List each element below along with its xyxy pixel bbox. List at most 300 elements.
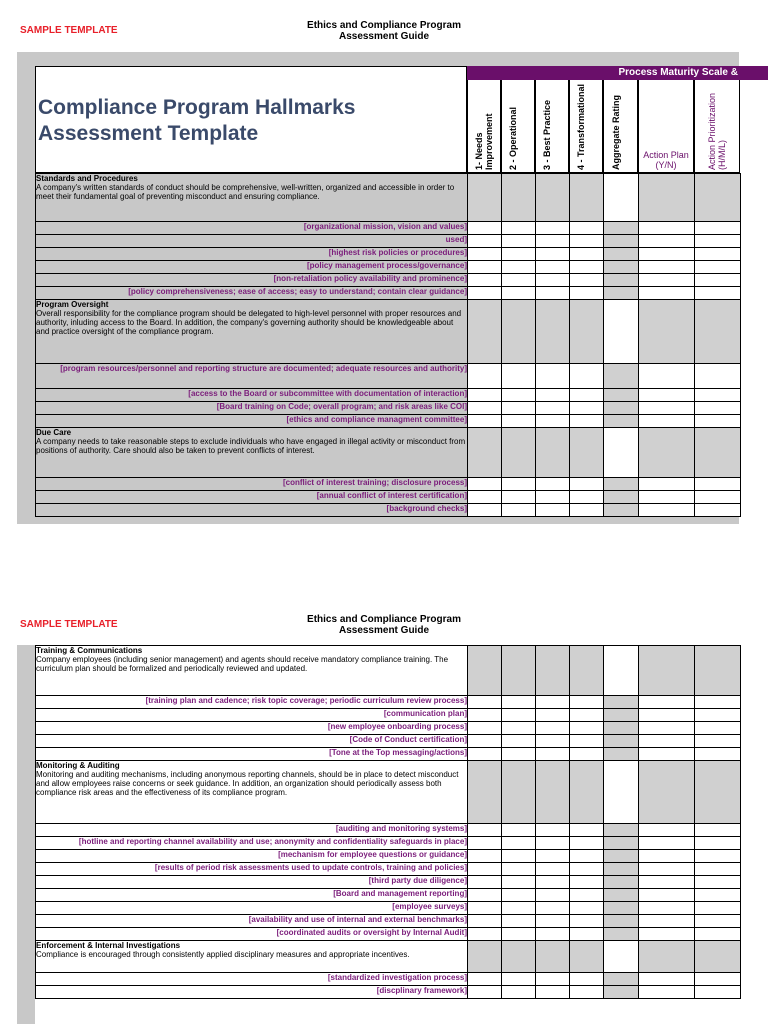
rating-cell[interactable]: [570, 248, 604, 261]
rating-cell[interactable]: [570, 902, 604, 915]
rating-cell[interactable]: [639, 222, 695, 235]
rating-cell[interactable]: [604, 287, 639, 300]
rating-cell[interactable]: [468, 915, 502, 928]
rating-cell[interactable]: [639, 235, 695, 248]
rating-cell[interactable]: [604, 748, 639, 761]
rating-cell[interactable]: [695, 389, 741, 402]
criteria-item: [discplinary framework]: [36, 986, 468, 999]
rating-cell[interactable]: [604, 261, 639, 274]
rating-cell[interactable]: [468, 274, 502, 287]
criteria-item: [policy management process/governance]: [36, 261, 468, 274]
rating-cell[interactable]: [639, 837, 695, 850]
rating-cell[interactable]: [695, 222, 741, 235]
rating-cell[interactable]: [604, 850, 639, 863]
rating-cell[interactable]: [639, 274, 695, 287]
rating-cell[interactable]: [695, 915, 741, 928]
criteria-item: [Code of Conduct certification]: [36, 735, 468, 748]
rating-cell[interactable]: [604, 428, 639, 478]
rating-cell[interactable]: [502, 735, 536, 748]
rating-cell[interactable]: [502, 850, 536, 863]
rating-cell[interactable]: [536, 415, 570, 428]
rating-cell[interactable]: [502, 287, 536, 300]
rating-cell[interactable]: [604, 402, 639, 415]
criteria-item: [program resources/personnel and reporting structure are documented; adequate resources and authority]: [36, 364, 468, 389]
assessment-table-2: [35, 645, 741, 999]
rating-cell[interactable]: [570, 915, 604, 928]
rating-cell[interactable]: [536, 722, 570, 735]
rating-cell[interactable]: [468, 696, 502, 709]
rating-cell[interactable]: [639, 748, 695, 761]
rating-cell[interactable]: [695, 837, 741, 850]
rating-cell[interactable]: [536, 222, 570, 235]
rating-cell[interactable]: [536, 889, 570, 902]
criteria-item: [communication plan]: [36, 709, 468, 722]
rating-cell[interactable]: [695, 300, 741, 364]
rating-cell[interactable]: [502, 235, 536, 248]
page-title: [38, 95, 355, 147]
rating-cell[interactable]: [468, 722, 502, 735]
rating-cell[interactable]: [570, 402, 604, 415]
rating-cell[interactable]: [604, 876, 639, 889]
rating-cell[interactable]: [639, 646, 695, 696]
rating-cell[interactable]: [695, 696, 741, 709]
section-text: Compliance is encouraged through consistently applied disciplinary measures and appropriate incentives.: [36, 950, 410, 959]
rating-cell[interactable]: [570, 504, 604, 517]
rating-cell[interactable]: [695, 902, 741, 915]
rating-cell[interactable]: [468, 389, 502, 402]
rating-cell[interactable]: [639, 941, 695, 973]
rating-cell[interactable]: [639, 902, 695, 915]
rating-cell[interactable]: [570, 222, 604, 235]
rating-cell[interactable]: [639, 915, 695, 928]
section-text: Monitoring and auditing mechanisms, including anonymous reporting channels, should be in place to detect misconduct and allow employees raise concerns or seek guidance. In addition, an organization should periodically assess both compliance risk areas and the effectiveness of its compliance program.: [36, 770, 459, 797]
rating-cell[interactable]: [536, 235, 570, 248]
rating-cell[interactable]: [468, 876, 502, 889]
column-header-1: [467, 80, 501, 173]
rating-cell[interactable]: [570, 973, 604, 986]
rating-cell[interactable]: [536, 696, 570, 709]
rating-cell[interactable]: [639, 696, 695, 709]
rating-cell[interactable]: [536, 735, 570, 748]
criteria-row: [36, 986, 741, 999]
rating-cell[interactable]: [570, 941, 604, 973]
section-description: [36, 300, 468, 364]
rating-cell[interactable]: [695, 646, 741, 696]
rating-cell[interactable]: [468, 491, 502, 504]
rating-cell[interactable]: [604, 863, 639, 876]
rating-cell[interactable]: [502, 915, 536, 928]
rating-cell[interactable]: [536, 478, 570, 491]
rating-cell[interactable]: [639, 174, 695, 222]
rating-cell[interactable]: [570, 709, 604, 722]
rating-cell[interactable]: [570, 174, 604, 222]
rating-cell[interactable]: [468, 889, 502, 902]
rating-cell[interactable]: [502, 478, 536, 491]
rating-cell[interactable]: [695, 722, 741, 735]
rating-cell[interactable]: [502, 824, 536, 837]
criteria-row: [36, 748, 741, 761]
rating-cell[interactable]: [604, 722, 639, 735]
rating-cell[interactable]: [502, 504, 536, 517]
rating-cell[interactable]: [468, 402, 502, 415]
rating-cell[interactable]: [468, 300, 502, 364]
criteria-item: [Board training on Code; overall program; and risk areas like COI]: [36, 402, 468, 415]
rating-cell[interactable]: [536, 837, 570, 850]
rating-cell[interactable]: [604, 941, 639, 973]
criteria-row: [36, 696, 741, 709]
rating-cell[interactable]: [570, 863, 604, 876]
rating-cell[interactable]: [536, 646, 570, 696]
rating-cell[interactable]: [695, 761, 741, 824]
rating-cell[interactable]: [639, 402, 695, 415]
rating-cell[interactable]: [604, 478, 639, 491]
rating-cell[interactable]: [536, 174, 570, 222]
rating-cell[interactable]: [639, 709, 695, 722]
criteria-item: [third party due diligence]: [36, 876, 468, 889]
rating-cell[interactable]: [536, 941, 570, 973]
rating-cell[interactable]: [502, 402, 536, 415]
page-header-2: [274, 614, 494, 636]
rating-cell[interactable]: [695, 735, 741, 748]
rating-cell[interactable]: [502, 941, 536, 973]
rating-cell[interactable]: [639, 261, 695, 274]
rating-cell[interactable]: [695, 748, 741, 761]
rating-cell[interactable]: [695, 428, 741, 478]
rating-cell[interactable]: [604, 973, 639, 986]
column-label-4: 4 - Transformational: [576, 83, 586, 170]
rating-cell[interactable]: [604, 364, 639, 389]
rating-cell[interactable]: [639, 973, 695, 986]
rating-cell[interactable]: [604, 902, 639, 915]
rating-cell[interactable]: [695, 504, 741, 517]
rating-cell[interactable]: [502, 986, 536, 999]
rating-cell[interactable]: [468, 364, 502, 389]
rating-cell[interactable]: [536, 915, 570, 928]
rating-cell[interactable]: [468, 941, 502, 973]
rating-cell[interactable]: [639, 428, 695, 478]
criteria-row: [36, 274, 741, 287]
criteria-item: [annual conflict of interest certification]: [36, 491, 468, 504]
rating-cell[interactable]: [695, 415, 741, 428]
criteria-row: [36, 364, 741, 389]
section-row: [36, 941, 741, 973]
rating-cell[interactable]: [570, 491, 604, 504]
rating-cell[interactable]: [468, 222, 502, 235]
criteria-row: [36, 973, 741, 986]
rating-cell[interactable]: [639, 415, 695, 428]
rating-cell[interactable]: [695, 889, 741, 902]
section-title: Monitoring & Auditing: [36, 761, 120, 770]
rating-cell[interactable]: [695, 174, 741, 222]
rating-cell[interactable]: [536, 876, 570, 889]
criteria-row: [36, 222, 741, 235]
header-line-2: Assessment Guide: [338, 625, 430, 636]
rating-cell[interactable]: [502, 902, 536, 915]
rating-cell[interactable]: [604, 709, 639, 722]
rating-cell[interactable]: [536, 428, 570, 478]
criteria-item: [results of period risk assessments used to update controls, training and policies]: [36, 863, 468, 876]
section-title: Enforcement & Internal Investigations: [36, 941, 181, 950]
rating-cell[interactable]: [536, 973, 570, 986]
rating-cell[interactable]: [604, 646, 639, 696]
rating-cell[interactable]: [536, 986, 570, 999]
section-row: [36, 174, 741, 222]
rating-cell[interactable]: [468, 646, 502, 696]
rating-cell[interactable]: [604, 696, 639, 709]
rating-cell[interactable]: [502, 696, 536, 709]
rating-cell[interactable]: [570, 364, 604, 389]
rating-cell[interactable]: [502, 973, 536, 986]
rating-cell[interactable]: [695, 261, 741, 274]
rating-cell[interactable]: [604, 928, 639, 941]
rating-cell[interactable]: [536, 863, 570, 876]
criteria-row: [36, 709, 741, 722]
rating-cell[interactable]: [695, 986, 741, 999]
rating-cell[interactable]: [604, 491, 639, 504]
rating-cell[interactable]: [639, 478, 695, 491]
rating-cell[interactable]: [536, 274, 570, 287]
criteria-row: [36, 287, 741, 300]
rating-cell[interactable]: [604, 915, 639, 928]
rating-cell[interactable]: [604, 761, 639, 824]
rating-cell[interactable]: [695, 478, 741, 491]
rating-cell[interactable]: [468, 735, 502, 748]
rating-cell[interactable]: [604, 300, 639, 364]
section-title: Training & Communications: [36, 646, 143, 655]
rating-cell[interactable]: [639, 889, 695, 902]
rating-cell[interactable]: [639, 876, 695, 889]
criteria-row: [36, 889, 741, 902]
rating-cell[interactable]: [502, 491, 536, 504]
rating-cell[interactable]: [695, 248, 741, 261]
rating-cell[interactable]: [468, 761, 502, 824]
rating-cell[interactable]: [604, 889, 639, 902]
rating-cell[interactable]: [536, 850, 570, 863]
rating-cell[interactable]: [604, 735, 639, 748]
rating-cell[interactable]: [468, 837, 502, 850]
criteria-item: [standardized investigation process]: [36, 973, 468, 986]
rating-cell[interactable]: [468, 928, 502, 941]
rating-cell[interactable]: [695, 876, 741, 889]
rating-cell[interactable]: [536, 928, 570, 941]
rating-cell[interactable]: [639, 761, 695, 824]
rating-cell[interactable]: [639, 824, 695, 837]
column-label-2: 2 - Operational: [508, 106, 518, 170]
rating-cell[interactable]: [604, 986, 639, 999]
rating-cell[interactable]: [570, 300, 604, 364]
rating-cell[interactable]: [502, 389, 536, 402]
rating-cell[interactable]: [604, 504, 639, 517]
rating-cell[interactable]: [468, 986, 502, 999]
criteria-row: [36, 824, 741, 837]
rating-cell[interactable]: [502, 646, 536, 696]
rating-cell[interactable]: [502, 863, 536, 876]
rating-cell[interactable]: [536, 504, 570, 517]
rating-cell[interactable]: [502, 248, 536, 261]
rating-cell[interactable]: [604, 824, 639, 837]
rating-cell[interactable]: [570, 986, 604, 999]
rating-cell[interactable]: [502, 364, 536, 389]
rating-cell[interactable]: [536, 364, 570, 389]
rating-cell[interactable]: [639, 850, 695, 863]
rating-cell[interactable]: [639, 863, 695, 876]
rating-cell[interactable]: [639, 364, 695, 389]
rating-cell[interactable]: [695, 973, 741, 986]
rating-cell[interactable]: [639, 735, 695, 748]
rating-cell[interactable]: [536, 709, 570, 722]
rating-cell[interactable]: [695, 928, 741, 941]
rating-cell[interactable]: [502, 722, 536, 735]
rating-cell[interactable]: [536, 748, 570, 761]
rating-cell[interactable]: [695, 274, 741, 287]
criteria-item: [mechanism for employee questions or guidance]: [36, 850, 468, 863]
rating-cell[interactable]: [570, 428, 604, 478]
rating-cell[interactable]: [502, 748, 536, 761]
rating-cell[interactable]: [468, 428, 502, 478]
rating-cell[interactable]: [604, 222, 639, 235]
rating-cell[interactable]: [570, 761, 604, 824]
rating-cell[interactable]: [695, 235, 741, 248]
rating-cell[interactable]: [536, 491, 570, 504]
rating-cell[interactable]: [695, 709, 741, 722]
rating-cell[interactable]: [502, 274, 536, 287]
rating-cell[interactable]: [536, 300, 570, 364]
rating-cell[interactable]: [604, 389, 639, 402]
rating-cell[interactable]: [604, 174, 639, 222]
section-description: [36, 646, 468, 696]
rating-cell[interactable]: [695, 824, 741, 837]
rating-cell[interactable]: [570, 876, 604, 889]
rating-cell[interactable]: [502, 428, 536, 478]
rating-cell[interactable]: [570, 261, 604, 274]
rating-cell[interactable]: [502, 174, 536, 222]
rating-cell[interactable]: [536, 402, 570, 415]
rating-cell[interactable]: [536, 824, 570, 837]
rating-cell[interactable]: [502, 300, 536, 364]
rating-cell[interactable]: [536, 902, 570, 915]
rating-cell[interactable]: [502, 709, 536, 722]
rating-cell[interactable]: [639, 504, 695, 517]
rating-cell[interactable]: [604, 248, 639, 261]
rating-cell[interactable]: [502, 928, 536, 941]
rating-cell[interactable]: [536, 761, 570, 824]
rating-cell[interactable]: [695, 850, 741, 863]
criteria-item: [coordinated audits or oversight by Internal Audit]: [36, 928, 468, 941]
rating-cell[interactable]: [570, 389, 604, 402]
criteria-item: [background checks]: [36, 504, 468, 517]
criteria-item: [Tone at the Top messaging/actions]: [36, 748, 468, 761]
rating-cell[interactable]: [536, 261, 570, 274]
rating-cell[interactable]: [604, 415, 639, 428]
rating-cell[interactable]: [570, 235, 604, 248]
rating-cell[interactable]: [570, 889, 604, 902]
rating-cell[interactable]: [570, 646, 604, 696]
rating-cell[interactable]: [468, 235, 502, 248]
rating-cell[interactable]: [570, 478, 604, 491]
rating-cell[interactable]: [570, 735, 604, 748]
section-title: Standards and Procedures: [36, 174, 138, 183]
rating-cell[interactable]: [468, 709, 502, 722]
rating-cell[interactable]: [468, 287, 502, 300]
rating-cell[interactable]: [570, 722, 604, 735]
rating-cell[interactable]: [570, 748, 604, 761]
rating-cell[interactable]: [468, 850, 502, 863]
rating-cell[interactable]: [695, 364, 741, 389]
rating-cell[interactable]: [468, 902, 502, 915]
rating-cell[interactable]: [639, 722, 695, 735]
rating-cell[interactable]: [502, 222, 536, 235]
rating-cell[interactable]: [695, 402, 741, 415]
rating-cell[interactable]: [502, 415, 536, 428]
rating-cell[interactable]: [639, 287, 695, 300]
rating-cell[interactable]: [639, 986, 695, 999]
rating-cell[interactable]: [502, 761, 536, 824]
rating-cell[interactable]: [468, 478, 502, 491]
rating-cell[interactable]: [468, 174, 502, 222]
rating-cell[interactable]: [468, 261, 502, 274]
gray-frame-2: [17, 645, 35, 1024]
rating-cell[interactable]: [468, 824, 502, 837]
action-plan-label: Action Plan (Y/N): [643, 150, 689, 170]
rating-cell[interactable]: [502, 876, 536, 889]
rating-cell[interactable]: [604, 837, 639, 850]
rating-cell[interactable]: [570, 824, 604, 837]
rating-cell[interactable]: [570, 287, 604, 300]
sample-template-label: SAMPLE TEMPLATE: [20, 25, 118, 36]
rating-cell[interactable]: [502, 837, 536, 850]
rating-cell[interactable]: [468, 248, 502, 261]
assessment-table-1: [35, 173, 741, 517]
rating-cell[interactable]: [639, 300, 695, 364]
rating-cell[interactable]: [536, 287, 570, 300]
header-line-1: Ethics and Compliance Program: [307, 20, 461, 31]
section-row: [36, 761, 741, 824]
rating-cell[interactable]: [570, 415, 604, 428]
rating-cell[interactable]: [639, 248, 695, 261]
criteria-item: used]: [36, 235, 468, 248]
rating-cell[interactable]: [695, 287, 741, 300]
rating-cell[interactable]: [695, 863, 741, 876]
rating-cell[interactable]: [570, 850, 604, 863]
rating-cell[interactable]: [570, 696, 604, 709]
rating-cell[interactable]: [468, 863, 502, 876]
rating-cell[interactable]: [570, 274, 604, 287]
rating-cell[interactable]: [468, 504, 502, 517]
rating-cell[interactable]: [604, 235, 639, 248]
rating-cell[interactable]: [570, 928, 604, 941]
page-header: [274, 20, 494, 42]
rating-cell[interactable]: [570, 837, 604, 850]
criteria-row: [36, 722, 741, 735]
rating-cell[interactable]: [639, 389, 695, 402]
criteria-row: [36, 850, 741, 863]
rating-cell[interactable]: [502, 261, 536, 274]
rating-cell[interactable]: [536, 389, 570, 402]
rating-cell[interactable]: [468, 748, 502, 761]
rating-cell[interactable]: [695, 941, 741, 973]
rating-cell[interactable]: [536, 248, 570, 261]
rating-cell[interactable]: [502, 889, 536, 902]
rating-cell[interactable]: [468, 415, 502, 428]
header-line-2: Assessment Guide: [338, 31, 430, 42]
rating-cell[interactable]: [468, 973, 502, 986]
rating-cell[interactable]: [604, 274, 639, 287]
rating-cell[interactable]: [639, 491, 695, 504]
header-line-1: Ethics and Compliance Program: [307, 614, 461, 625]
rating-cell[interactable]: [695, 491, 741, 504]
rating-cell[interactable]: [639, 928, 695, 941]
criteria-row: [36, 415, 741, 428]
